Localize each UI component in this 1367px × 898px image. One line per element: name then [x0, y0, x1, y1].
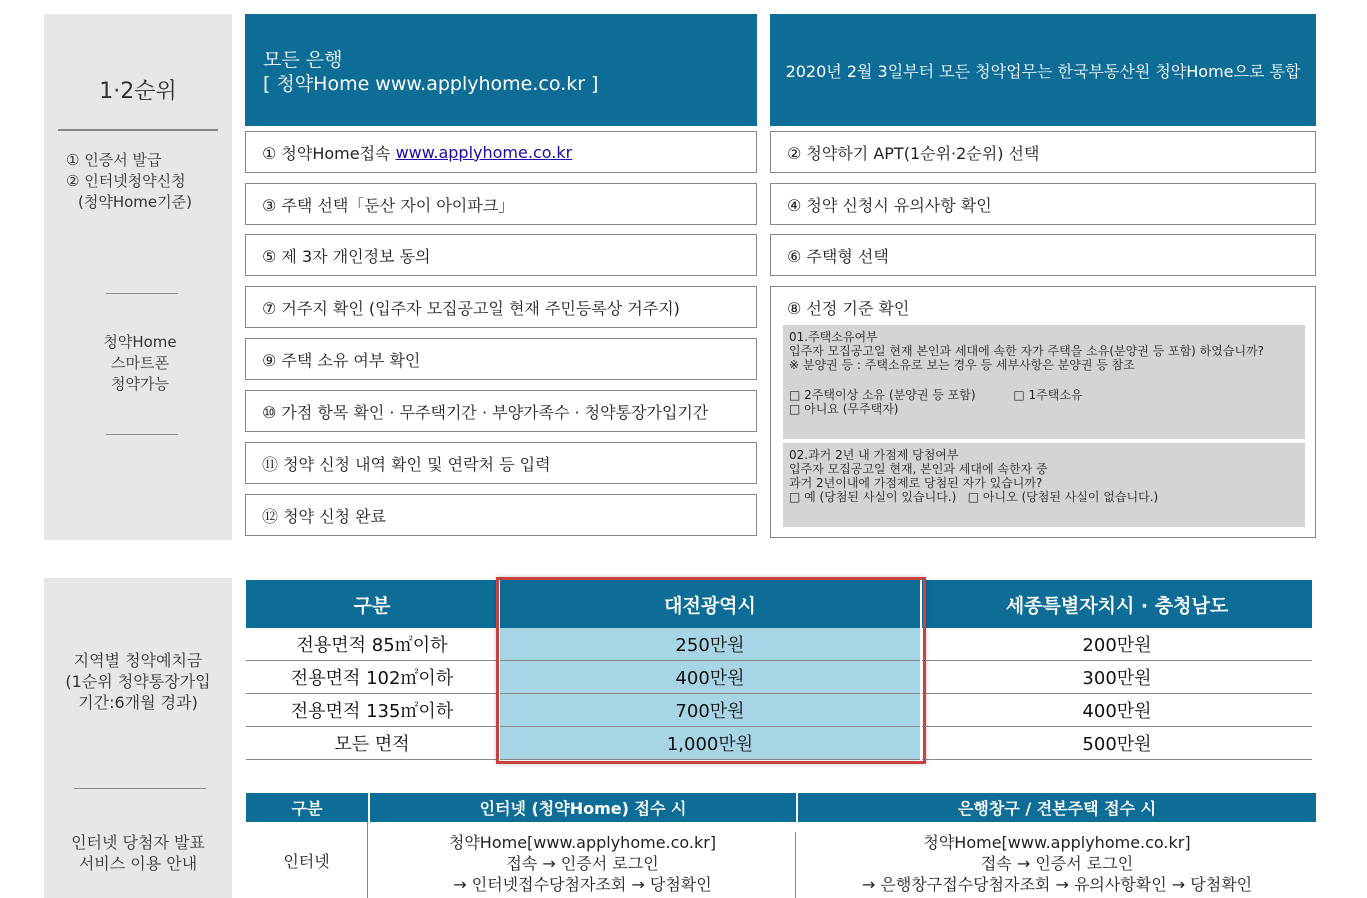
applyhome-link[interactable]: www.applyhome.co.kr — [395, 142, 573, 162]
deposit-header-category: 구분 — [246, 580, 498, 628]
step-10: ⑩ 가점 항목 확인 · 무주택기간 · 부양가족수 · 청약통장가입기간 — [245, 390, 757, 432]
notice-header: 2020년 2월 3일부터 모든 청약업무는 한국부동산원 청약Home으로 통합 — [770, 14, 1316, 126]
deposit-daejeon-1: 250만원 — [500, 628, 920, 661]
winner-header-bank: 은행창구 / 견본주택 접수 시 — [798, 793, 1316, 822]
winner-header-category: 구분 — [246, 793, 368, 822]
option-two-plus-houses[interactable]: □ 2주택이상 소유 (분양권 등 포함) — [789, 388, 976, 402]
smartphone-info: 청약Home 스마트폰 청약가능 — [103, 333, 177, 393]
step-2: ② 청약하기 APT(1순위·2순위) 선택 — [770, 131, 1316, 173]
step-8-panel — [770, 286, 1316, 538]
banks-header: 모든 은행 [ 청약Home www.applyhome.co.kr ] — [245, 14, 757, 126]
step-3: ③ 주택 선택「둔산 자이 아이파크」 — [245, 183, 757, 225]
rank-divider — [58, 129, 218, 131]
step-11: ⑪ 청약 신청 내역 확인 및 연락처 등 입력 — [245, 442, 757, 484]
deposit-header-sejong: 세종특별자치시 · 충청남도 — [922, 580, 1312, 628]
deposit-area-1: 전용면적 85㎡이하 — [246, 628, 498, 661]
deposit-label: 지역별 청약예치금 (1순위 청약통장가입 기간:6개월 경과) — [65, 651, 211, 712]
winning-options[interactable]: □ 예 (당첨된 사실이 있습니다.) □ 아니오 (당첨된 사실이 없습니다.) — [789, 490, 1159, 504]
ownership-question-box: 01.주택소유여부 입주자 모집공고일 현재 본인과 세대에 속한 자가 주택을 소유(분양권 등 포함) 하였습니까? ※ 분양권 등 : 주택소유로 보는 경우 등 세부사항은 분양권 등 참조 □ 2주택이상 소유 (분양권 등 포함) □ 1주택소유 □ 아니요 (무주택자) — [783, 325, 1305, 439]
winner-bank-desc: 청약Home[www.applyhome.co.kr] 접속 → 인증서 로그인 → 은행창구접수당첨자조회 → 유의사항확인 → 당첨확인 — [861, 833, 1253, 894]
rank-title: 1·2순위 — [99, 79, 177, 104]
winner-internet-desc: 청약Home[www.applyhome.co.kr] 접속 → 인증서 로그인 → 인터넷접수당첨자조회 → 당첨확인 — [370, 832, 796, 898]
step-1: ① 청약Home접속 www.applyhome.co.kr — [245, 131, 757, 173]
winner-row-label: 인터넷 — [246, 822, 368, 898]
deposit-sejong-2: 300만원 — [922, 661, 1312, 694]
deposit-sejong-4: 500만원 — [922, 727, 1312, 760]
smartphone-divider-bottom — [106, 434, 178, 435]
deposit-area-4: 모든 면적 — [246, 727, 498, 760]
deposit-sejong-1: 200만원 — [922, 628, 1312, 661]
step-9: ⑨ 주택 소유 여부 확인 — [245, 338, 757, 380]
deposit-sejong-3: 400만원 — [922, 694, 1312, 727]
deposit-area-3: 전용면적 135㎡이하 — [246, 694, 498, 727]
deposit-daejeon-2: 400만원 — [500, 661, 920, 694]
step-7: ⑦ 거주지 확인 (입주자 모집공고일 현재 주민등록상 거주지) — [245, 286, 757, 328]
deposit-side-panel — [44, 578, 232, 898]
rank-steps-info: ① 인증서 발급 ② 인터넷청약신청 (청약Home기준) — [66, 151, 192, 211]
smartphone-divider-top — [106, 293, 178, 294]
past-winning-question-box: 02.과거 2년 내 가점제 당첨여부 입주자 모집공고일 현재, 본인과 세대에 속한자 중 과거 2년이내에 가점제로 당첨된 자가 있습니까? □ 예 (당첨된 사실이 있습니다.) □ 아니오 (당첨된 사실이 없습니다.) — [783, 443, 1305, 527]
step-4: ④ 청약 신청시 유의사항 확인 — [770, 183, 1316, 225]
step-5: ⑤ 제 3자 개인정보 동의 — [245, 234, 757, 276]
step-6: ⑥ 주택형 선택 — [770, 234, 1316, 276]
winner-label: 인터넷 당첨자 발표 서비스 이용 안내 — [71, 833, 205, 873]
deposit-header-daejeon: 대전광역시 — [500, 580, 920, 628]
deposit-divider — [74, 788, 206, 789]
deposit-daejeon-4: 1,000만원 — [500, 727, 920, 760]
option-one-house[interactable]: □ 1주택소유 — [1013, 388, 1083, 402]
step-12: ⑫ 청약 신청 완료 — [245, 494, 757, 536]
daejeon-highlight-frame — [496, 577, 926, 764]
deposit-area-2: 전용면적 102㎡이하 — [246, 661, 498, 694]
option-no-house[interactable]: □ 아니요 (무주택자) — [789, 402, 899, 416]
step-8-label: ⑧ 선정 기준 확인 — [787, 299, 910, 318]
deposit-daejeon-3: 700만원 — [500, 694, 920, 727]
winner-header-internet: 인터넷 (청약Home) 접수 시 — [370, 793, 796, 822]
rank-side-panel — [44, 14, 232, 540]
